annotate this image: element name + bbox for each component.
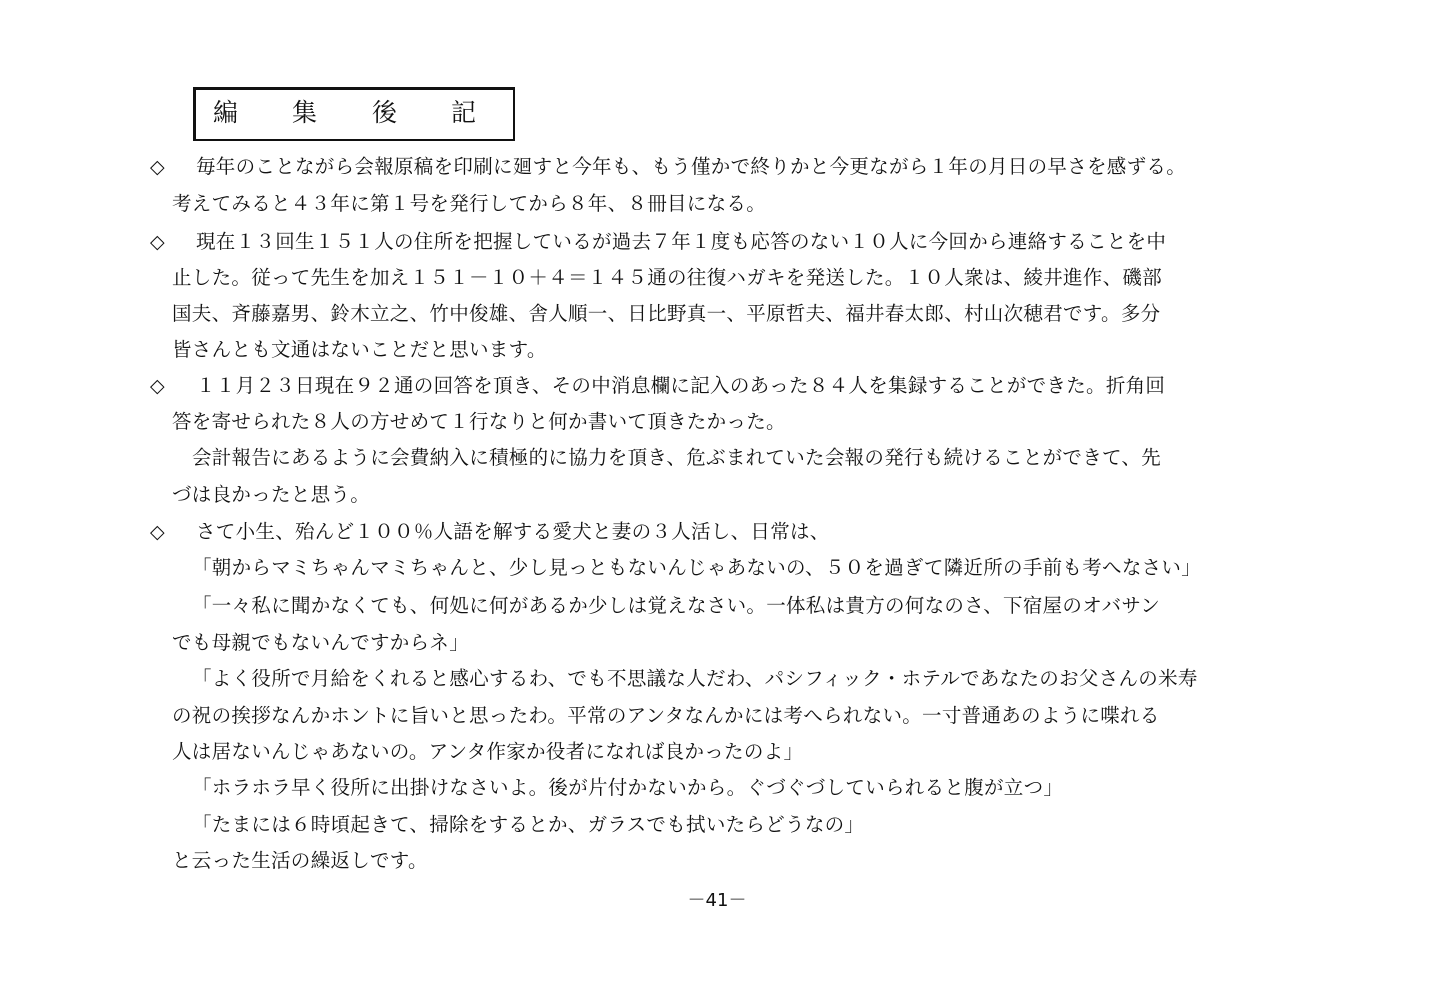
text-line: 会計報告にあるように会費納入に積極的に協力を頂き、危ぶまれていた会報の発行も続けることができて、先 bbox=[192, 446, 1162, 469]
text-line: 国夫、斉藤嘉男、鈴木立之、竹中俊雄、舎人順一、日比野真一、平原哲夫、福井春太郎、村山次穂君です。多分 bbox=[172, 302, 1161, 325]
text-line: 止した。従って先生を加え１５１－１０＋４＝１４５通の往復ハガキを発送した。１０人衆は、綾井進作、磯部 bbox=[172, 266, 1163, 289]
bullet-diamond: ◇ bbox=[150, 375, 165, 397]
text-line: １１月２３日現在９２通の回答を頂き、その中消息欄に記入のあった８４人を集録することができた。折角回 bbox=[196, 374, 1166, 397]
heading-char-1: 編 bbox=[213, 98, 239, 127]
text-line: づは良かったと思う。 bbox=[172, 483, 371, 506]
quote-line: 「一々私に聞かなくても、何処に何があるか少しは覚えなさい。一体私は貴方の何なのさ、下宿屋のオバサン bbox=[192, 594, 1161, 617]
text-line: 考えてみると４３年に第１号を発行してから８年、８冊目になる。 bbox=[172, 192, 767, 215]
quote-line: 「たまには６時頃起きて、掃除をするとか、ガラスでも拭いたらどうなの」 bbox=[192, 813, 865, 836]
quote-line: 「ホラホラ早く役所に出掛けなさいよ。後が片付かないから。ぐづぐづしていられると腹が立つ」 bbox=[192, 776, 1064, 799]
heading-char-3: 後 bbox=[372, 98, 398, 127]
text-line: 皆さんとも文通はないことだと思います。 bbox=[172, 338, 547, 361]
quote-line: の祝の挨拶なんかホントに旨いと思ったわ。平常のアンタなんかには考へられない。一寸普通あのように喋れる bbox=[172, 704, 1160, 727]
heading-box bbox=[193, 87, 515, 141]
text-line: と云った生活の繰返しです。 bbox=[172, 849, 428, 872]
heading-char-4: 記 bbox=[451, 98, 477, 127]
quote-line: 人は居ないんじゃあないの。アンタ作家か役者になれば良かったのよ」 bbox=[172, 740, 804, 763]
text-line: 現在１３回生１５１人の住所を把握しているが過去７年１度も応答のない１０人に今回から連絡することを中 bbox=[196, 230, 1167, 253]
page-number: －41－ bbox=[687, 890, 747, 911]
quote-line: 「朝からマミちゃんマミちゃんと、少し見っともないんじゃあないの、５０を過ぎて隣近所の手前も考へなさい」 bbox=[192, 556, 1202, 579]
heading-char-2: 集 bbox=[292, 98, 318, 127]
text-line: 毎年のことながら会報原稿を印刷に廻すと今年も、もう僅かで終りかと今更ながら１年の月日の早さを感ずる。 bbox=[196, 155, 1187, 178]
bullet-diamond: ◇ bbox=[150, 231, 165, 253]
quote-line: 「よく役所で月給をくれると感心するわ、でも不思議な人だわ、パシフィック・ホテルであなたのお父さんの米寿 bbox=[192, 667, 1198, 690]
quote-line: でも母親でもないんですからネ」 bbox=[172, 631, 470, 654]
bullet-diamond: ◇ bbox=[150, 521, 165, 543]
text-line: さて小生、殆んど１００％人語を解する愛犬と妻の３人活し、日常は、 bbox=[196, 520, 830, 543]
bullet-diamond: ◇ bbox=[150, 156, 165, 178]
text-line: 答を寄せられた８人の方せめて１行なりと何か書いて頂きたかった。 bbox=[172, 410, 786, 433]
